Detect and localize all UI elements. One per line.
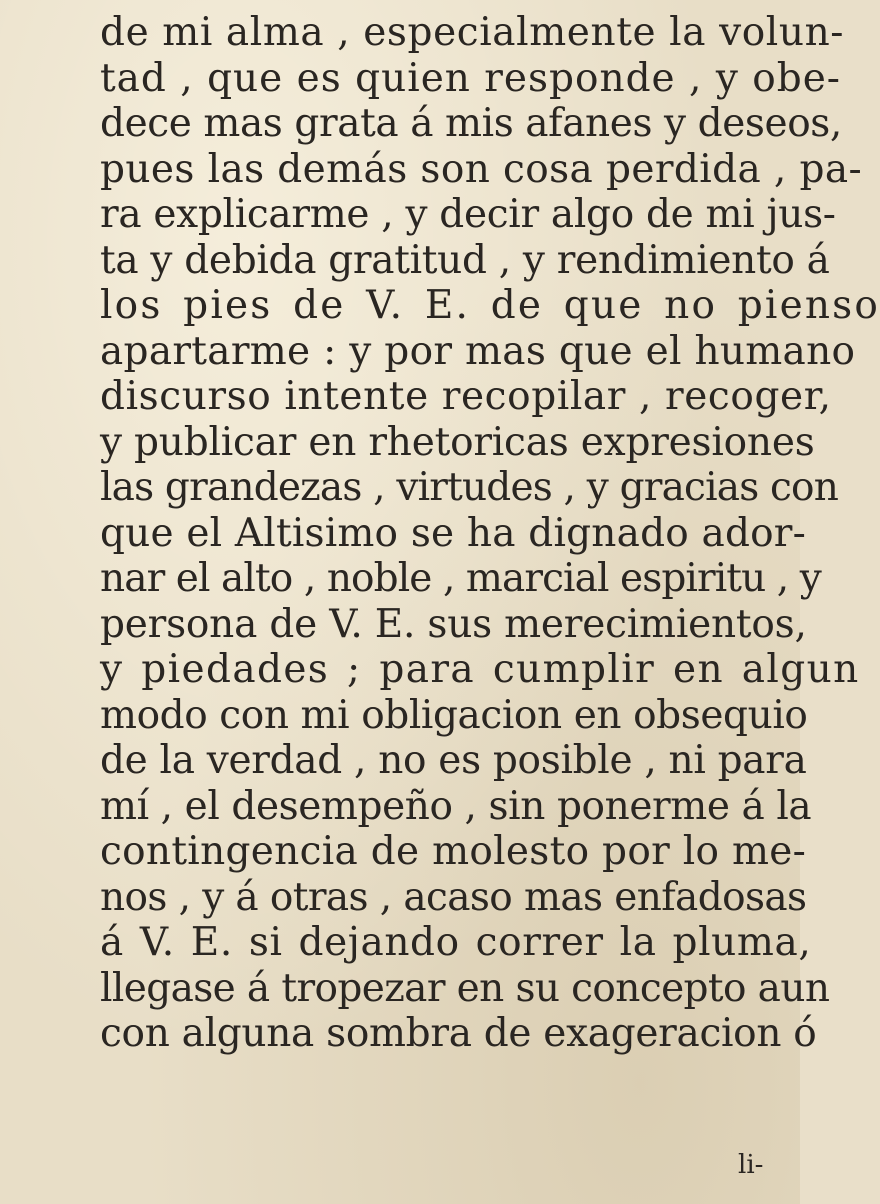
catchword: li- (738, 1150, 764, 1180)
text-line: ra explicarme , y decir algo de mi jus- (100, 192, 836, 237)
text-line: á V. E. si dejando correr la pluma, (100, 920, 812, 965)
text-line: que el Altisimo se ha dignado ador- (100, 510, 807, 556)
text-line: dece mas grata á mis afanes y deseos, (100, 101, 842, 146)
text-line: con alguna sombra de exageracion ó (100, 1011, 817, 1056)
text-line: mí , el desempeño , sin ponerme á la (100, 783, 812, 829)
text-line: llegase á tropezar en su concepto aun (100, 965, 830, 1011)
text-line: de la verdad , no es posible , ni para (100, 738, 807, 783)
text-line: pues las demás son cosa perdida , pa- (100, 146, 863, 192)
text-line: de mi alma , especialmente la volun- (100, 10, 845, 55)
text-line: y piedades ; para cumplir en algun (100, 647, 860, 692)
text-line: los pies de V. E. de que no pienso (100, 283, 880, 328)
text-line: persona de V. E. sus merecimientos, (100, 601, 807, 647)
text-line: discurso intente recopilar , recoger, (100, 374, 832, 419)
text-line: modo con mi obligacion en obsequio (100, 692, 808, 738)
text-line: las grandezas , virtudes , y gracias con (100, 465, 839, 510)
text-line: nar el alto , noble , marcial espiritu , y (100, 556, 821, 601)
text-line: y publicar en rhetoricas expresiones (100, 419, 815, 465)
body-text (100, 10, 880, 1057)
text-line: nos , y á otras , acaso mas enfadosas (100, 874, 807, 920)
text-line: apartarme : y por mas que el humano (100, 328, 856, 374)
text-line: ta y debida gratitud , y rendimiento á (100, 237, 830, 283)
text-line: contingencia de molesto por lo me- (100, 829, 807, 874)
text-line: tad , que es quien responde , y obe- (100, 55, 841, 101)
